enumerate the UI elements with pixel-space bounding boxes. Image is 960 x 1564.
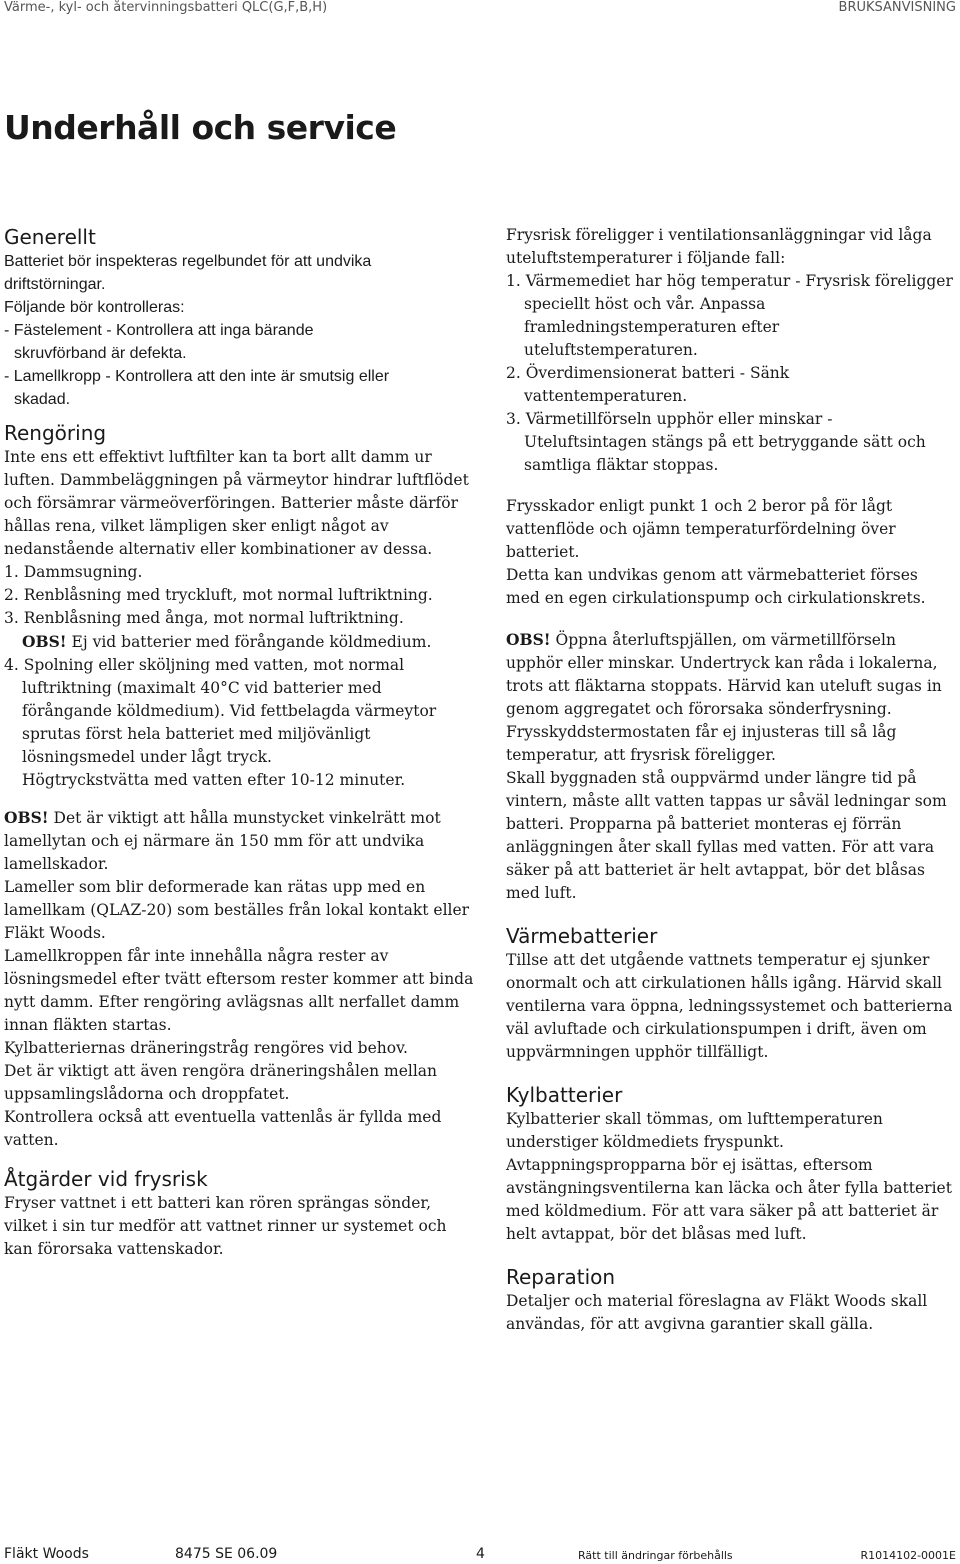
frysskador-paragraph: Frysskador enligt punkt 1 och 2 beror på för lågt vattenflöde och ojämn temperaturfördelning över batteriet.: [506, 497, 896, 561]
varmebatterier-paragraph: Tillse att det utgående vattnets temperatur ej sjunker onormalt och att cirkulationen hålls igång. Härvid skall ventilerna vara öppna, ledningssystemet och batterierna väl avluftade och cirkulationspumpen i drift, även om uppvärmningen upphör tillfälligt.: [506, 951, 953, 1061]
heading-atgarder-frysrisk: Åtgärder vid frysrisk: [4, 1167, 208, 1191]
frysrisk-intro: Frysrisk föreligger i ventilationsanläggningar vid låga uteluftstemperaturer i följande fall:: [506, 226, 932, 267]
left-column: [4, 224, 474, 1261]
generellt-line: skadad.: [14, 391, 71, 408]
list-item-4-note: Högtryckstvätta med vatten efter 10-12 minuter.: [22, 771, 406, 789]
footer-company: Fläkt Woods: [4, 1546, 89, 1562]
frysrisk-paragraph: Fryser vattnet i ett batteri kan rören sprängas sönder, vilket i sin tur medför att vattnet rinner ur systemet och kan förorsaka vattenskador.: [4, 1194, 447, 1258]
heading-kylbatterier: Kylbatterier: [506, 1083, 623, 1107]
generellt-line: driftstörningar.: [4, 276, 106, 293]
header-product-title: Värme-, kyl- och återvinningsbatteri QLC(G,F,B,H): [4, 0, 328, 15]
obs-paragraph: [506, 628, 956, 721]
footer-code: R1014102-0001E: [860, 1549, 956, 1562]
generellt-line: skruvförband är defekta.: [14, 345, 187, 362]
obs-text: Det är viktigt att hålla munstycket vinkelrätt mot lamellytan och ej närmare än 150 mm för att undvika lamellskador.: [4, 809, 441, 873]
footer-doc-number: 8475 SE 06.09: [175, 1546, 278, 1562]
generellt-line: - Fästelement - Kontrollera att inga bärande: [4, 322, 314, 339]
list-item-3: 3. Renblåsning med ånga, mot normal luftriktning.: [4, 609, 404, 627]
list-item-4: 4. Spolning eller sköljning med vatten, mot normal luftriktning (maximalt 40°C vid batterier med förångande köldmedium). Vid fettbelagda värmeytor sprutas först hela batteriet med miljövänligt lösningsmedel under lågt tryck.: [4, 656, 437, 766]
frysrisk-item-1: 1. Värmemediet har hög temperatur - Frysrisk föreligger speciellt höst och vår. Anpassa framledningstemperaturen efter uteluftstemperaturen.: [506, 272, 953, 359]
obs-text: Öppna återluftspjällen, om värmetillförseln upphör eller minskar. Undertryck kan råda i lokalerna, trots att fläktarna stoppats. Härvid kan uteluft sugas in genom aggregatet och förorsaka sönderfrysning.: [506, 631, 942, 718]
ouppvarmd-byggnad-paragraph: Skall byggnaden stå ouppvärmd under längre tid på vintern, måste allt vatten tappas ur såväl ledningar som batteri. Propparna på batteriet monteras ej förrän anläggningen åter skall fyllas med vatten. För att vara säker på att batteriet är helt avtappat, bör det blåsas med luft.: [506, 769, 947, 902]
kylbatterier-paragraph-2: Avtappningspropparna bör ej isättas, eftersom avstängningsventilerna kan läcka och åter fylla batteriet med köldmedium. För att vara säker på att batteriet är helt avtappat, bör det blåsas med luft.: [506, 1156, 952, 1243]
heading-generellt: Generellt: [4, 225, 96, 249]
draneringshal-paragraph: Det är viktigt att även rengöra dräneringshålen mellan uppsamlingslådorna och droppfatet.: [4, 1062, 438, 1103]
page-header: [0, 0, 960, 16]
obs-label: OBS!: [22, 632, 67, 651]
rengoring-paragraph: Inte ens ett effektivt luftfilter kan ta bort allt damm ur luften. Dammbeläggningen på värmeytor hindrar luftflödet och försämrar värmeöverföringen. Batterier måste därför hållas rena, vilket lämpligen sker enligt något av nedanstående alternativ eller kombinationer av dessa.: [4, 448, 469, 558]
heading-rengoring: Rengöring: [4, 421, 107, 445]
frysrisk-item-2: 2. Överdimensionerat batteri - Sänk vattentemperaturen.: [506, 364, 790, 405]
list-item-2: 2. Renblåsning med tryckluft, mot normal luftriktning.: [4, 586, 433, 604]
list-item-1: 1. Dammsugning.: [4, 563, 143, 581]
generellt-line: Följande bör kontrolleras:: [4, 299, 185, 316]
generellt-line: Batteriet bör inspekteras regelbundet för att undvika: [4, 253, 372, 270]
heading-reparation: Reparation: [506, 1265, 616, 1289]
obs-text: Ej vid batterier med förångande köldmedium.: [66, 633, 432, 651]
obs-label: OBS!: [4, 808, 49, 827]
frysskyddstermostat-paragraph: Frysskyddstermostaten får ej injusteras till så låg temperatur, att frysrisk föreligger.: [506, 723, 897, 764]
cirkulation-paragraph: Detta kan undvikas genom att värmebatteriet förses med en egen cirkulationspump och cirkulationskrets.: [506, 566, 926, 607]
draneringstrag-paragraph: Kylbatteriernas dräneringstråg rengöres vid behov.: [4, 1039, 408, 1057]
page-title: Underhåll och service: [4, 108, 397, 147]
footer-page-number: 4: [476, 1546, 485, 1562]
frysrisk-item-3: 3. Värmetillförseln upphör eller minskar - Uteluftsintagen stängs på ett betryggande sätt och samtliga fläktar stoppas.: [506, 410, 926, 474]
generellt-line: - Lamellkropp - Kontrollera att den inte är smutsig eller: [4, 368, 390, 385]
lameller-paragraph: Lameller som blir deformerade kan rätas upp med en lamellkam (QLAZ-20) som beställes från lokal kontakt eller Fläkt Woods.: [4, 878, 470, 942]
heading-varmebatterier: Värmebatterier: [506, 924, 658, 948]
kylbatterier-paragraph-1: Kylbatterier skall tömmas, om lufttemperaturen understiger köldmediets fryspunkt.: [506, 1110, 883, 1151]
obs-label: OBS!: [506, 630, 551, 649]
reparation-paragraph: Detaljer och material föreslagna av Fläkt Woods skall användas, för att avgivna garantier skall gälla.: [506, 1292, 928, 1333]
vattenlas-paragraph: Kontrollera också att eventuella vattenlås är fyllda med vatten.: [4, 1108, 442, 1149]
page-footer: [0, 1546, 960, 1564]
footer-rights-notice: Rätt till ändringar förbehålls: [578, 1549, 733, 1562]
losningsmedel-paragraph: Lamellkroppen får inte innehålla några rester av lösningsmedel efter tvätt eftersom rester kommer att binda nytt damm. Efter rengöring avlägsnas allt nerfallet damm innan fläkten startas.: [4, 947, 474, 1034]
obs-paragraph: [4, 806, 474, 876]
generellt-text: [4, 250, 474, 411]
list-item-3-note: [4, 630, 474, 654]
header-doc-type: BRUKSANVISNING: [838, 0, 956, 15]
right-column: [506, 224, 956, 1336]
